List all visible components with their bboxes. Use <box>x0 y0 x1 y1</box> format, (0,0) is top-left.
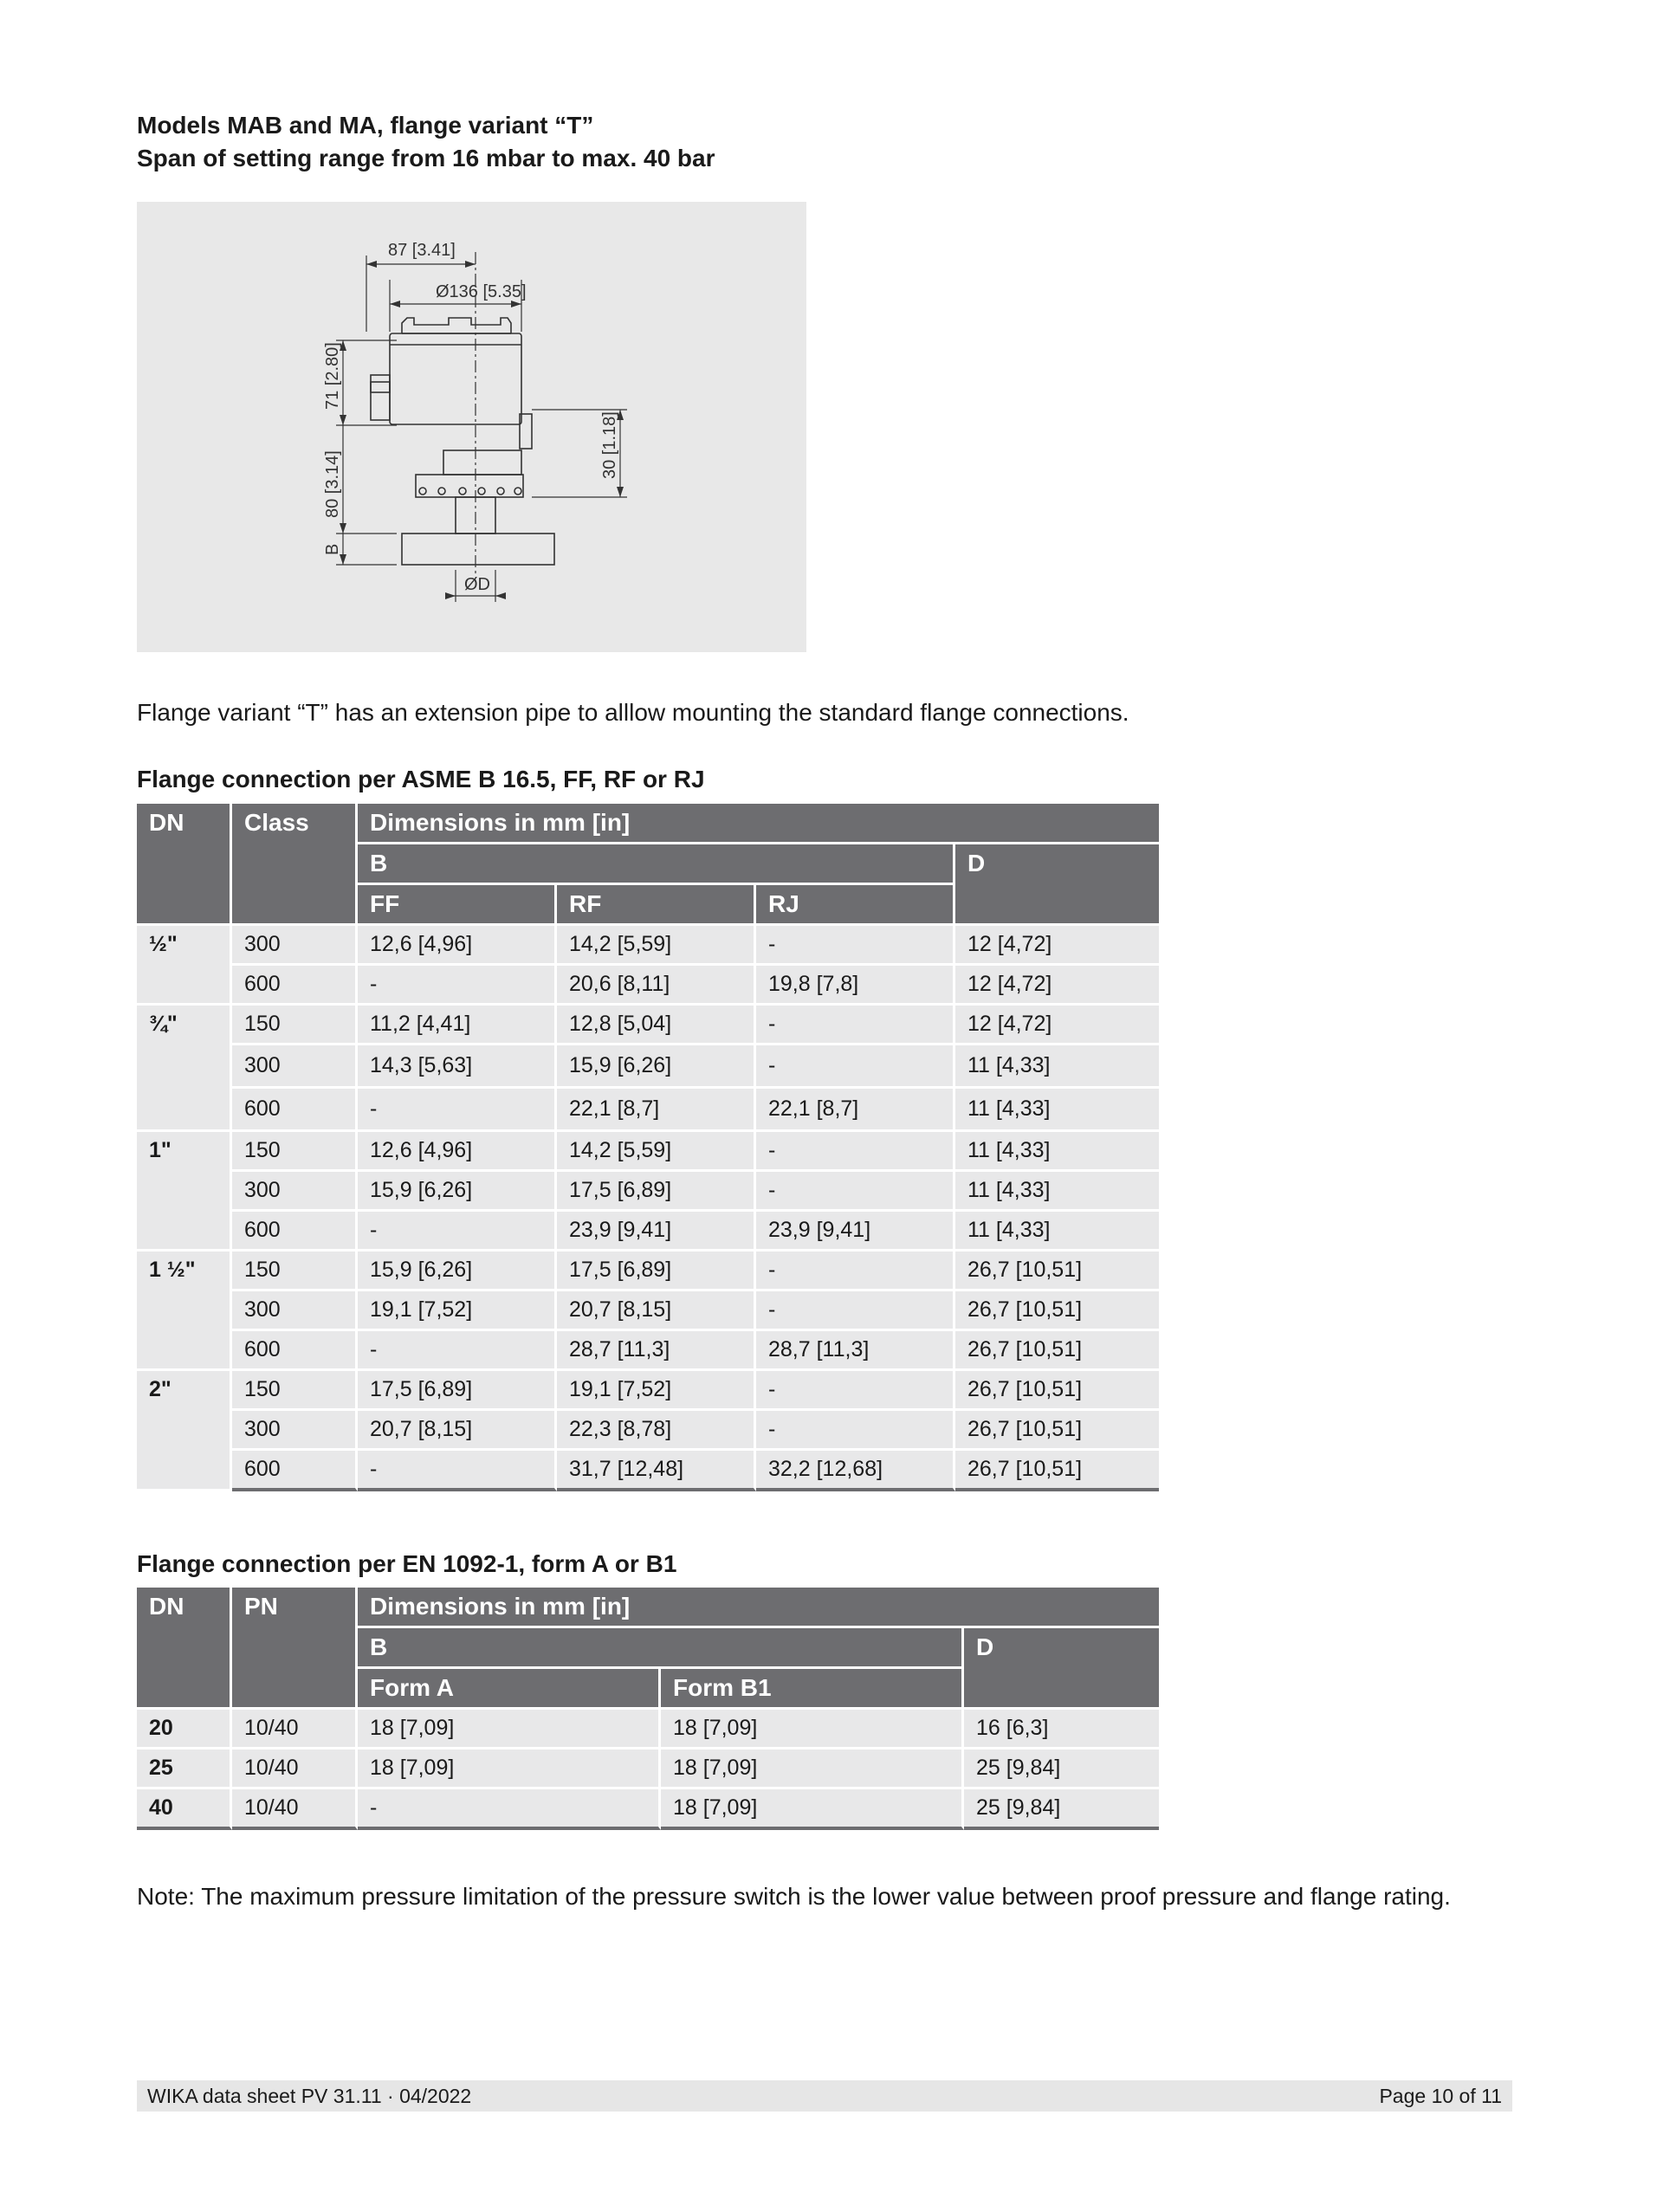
arrow <box>511 301 521 307</box>
rj-cell: - <box>756 1172 955 1212</box>
pn-cell: 10/40 <box>232 1789 358 1830</box>
d-cell: 12 [4,72] <box>955 1006 1159 1045</box>
pressure-port <box>443 450 521 475</box>
d-cell: 12 [4,72] <box>955 926 1159 966</box>
header-pn: PN <box>232 1588 358 1710</box>
class-cell: 150 <box>232 1371 358 1411</box>
arrow <box>617 487 624 497</box>
rf-cell: 17,5 [6,89] <box>557 1252 756 1291</box>
table-row <box>137 1212 1159 1252</box>
d-cell: 26,7 [10,51] <box>955 1252 1159 1291</box>
ff-cell: 15,9 [6,26] <box>358 1252 557 1291</box>
rf-cell: 14,2 [5,59] <box>557 926 756 966</box>
table-row <box>137 1750 1159 1789</box>
rj-cell: 22,1 [8,7] <box>756 1089 955 1132</box>
dn-cell: ¾" <box>137 1006 232 1132</box>
en-flange-table <box>137 1588 1159 1830</box>
ff-cell: 12,6 [4,96] <box>358 926 557 966</box>
rj-cell: 19,8 [7,8] <box>756 966 955 1006</box>
ff-cell: 14,3 [5,63] <box>358 1045 557 1089</box>
d-cell: 11 [4,33] <box>955 1132 1159 1172</box>
page-footer <box>137 2080 1512 2112</box>
rj-cell: - <box>756 1291 955 1331</box>
class-cell: 600 <box>232 1331 358 1371</box>
arrow <box>495 592 506 599</box>
bolt <box>497 488 504 495</box>
table-row <box>137 1789 1159 1830</box>
rf-cell: 20,7 [8,15] <box>557 1291 756 1331</box>
d-cell: 26,7 [10,51] <box>955 1371 1159 1411</box>
header-form-a: Form A <box>358 1669 661 1710</box>
arrow <box>340 415 346 425</box>
arrow <box>445 592 456 599</box>
dim-text-87: 87 [3.41] <box>388 241 456 260</box>
table-row <box>137 966 1159 1006</box>
arrow <box>390 301 400 307</box>
rf-cell: 15,9 [6,26] <box>557 1045 756 1089</box>
bolt <box>438 488 445 495</box>
header-dn: DN <box>137 1588 232 1710</box>
pn-cell: 10/40 <box>232 1710 358 1750</box>
class-cell: 150 <box>232 1252 358 1291</box>
d-cell: 26,7 [10,51] <box>955 1331 1159 1371</box>
ff-cell: - <box>358 1089 557 1132</box>
arrow <box>366 261 377 268</box>
heading-span: Span of setting range from 16 mbar to max. 40 bar <box>137 145 715 171</box>
rf-cell: 23,9 [9,41] <box>557 1212 756 1252</box>
header-b: B <box>358 844 955 885</box>
table-row <box>137 1371 1159 1411</box>
rj-cell: 23,9 [9,41] <box>756 1212 955 1252</box>
table-row <box>137 1252 1159 1291</box>
dim-text-d: ØD <box>464 575 490 594</box>
rj-cell: - <box>756 926 955 966</box>
class-cell: 600 <box>232 1451 358 1491</box>
class-cell: 600 <box>232 1089 358 1132</box>
class-cell: 300 <box>232 1172 358 1212</box>
rj-cell: - <box>756 1006 955 1045</box>
flange-plate <box>416 475 523 497</box>
class-cell: 300 <box>232 1411 358 1451</box>
class-cell: 300 <box>232 1291 358 1331</box>
rf-cell: 19,1 [7,52] <box>557 1371 756 1411</box>
cover-outline <box>402 318 511 333</box>
rf-cell: 22,1 [8,7] <box>557 1089 756 1132</box>
header-class: Class <box>232 804 358 926</box>
class-cell: 150 <box>232 1006 358 1045</box>
d-cell: 25 [9,84] <box>964 1750 1159 1789</box>
rj-cell: - <box>756 1252 955 1291</box>
ff-cell: 20,7 [8,15] <box>358 1411 557 1451</box>
table-row <box>137 1172 1159 1212</box>
dn-cell: ½" <box>137 926 232 1006</box>
dn-cell: 25 <box>137 1750 232 1789</box>
footer-datasheet: WIKA data sheet PV 31.11 · 04/2022 <box>147 2085 472 2107</box>
d-cell: 26,7 [10,51] <box>955 1291 1159 1331</box>
rf-cell: 17,5 [6,89] <box>557 1172 756 1212</box>
table-row <box>137 926 1159 966</box>
form-a-cell: 18 [7,09] <box>358 1710 661 1750</box>
class-cell: 300 <box>232 926 358 966</box>
d-cell: 26,7 [10,51] <box>955 1411 1159 1451</box>
table-row <box>137 1089 1159 1132</box>
ff-cell: - <box>358 1331 557 1371</box>
table-row <box>137 1045 1159 1089</box>
header-d: D <box>964 1628 1159 1710</box>
table-row <box>137 1710 1159 1750</box>
table-row <box>137 1006 1159 1045</box>
rf-cell: 14,2 [5,59] <box>557 1132 756 1172</box>
class-cell: 300 <box>232 1045 358 1089</box>
rj-cell: 32,2 [12,68] <box>756 1451 955 1491</box>
rf-cell: 12,8 [5,04] <box>557 1006 756 1045</box>
housing-body <box>390 333 521 424</box>
d-cell: 26,7 [10,51] <box>955 1451 1159 1491</box>
ff-cell: 11,2 [4,41] <box>358 1006 557 1045</box>
dim-text-30: 30 [1.18] <box>600 411 619 479</box>
d-cell: 12 [4,72] <box>955 966 1159 1006</box>
rf-cell: 22,3 [8,78] <box>557 1411 756 1451</box>
process-flange <box>402 534 554 565</box>
dn-cell: 20 <box>137 1710 232 1750</box>
arrow <box>340 523 346 534</box>
asme-flange-table <box>137 804 1159 1491</box>
header-dimensions: Dimensions in mm [in] <box>358 1588 1159 1628</box>
bolt <box>514 488 521 495</box>
dimension-drawing <box>137 202 806 652</box>
d-cell: 11 [4,33] <box>955 1045 1159 1089</box>
class-cell: 600 <box>232 966 358 1006</box>
header-dimensions: Dimensions in mm [in] <box>358 804 1159 844</box>
form-a-cell: - <box>358 1789 661 1830</box>
asme-table-title: Flange connection per ASME B 16.5, FF, RF or RJ <box>137 766 705 792</box>
dim-text-71: 71 [2.80] <box>323 342 342 410</box>
table-row <box>137 1291 1159 1331</box>
class-cell: 600 <box>232 1212 358 1252</box>
footer-page-number: Page 10 of 11 <box>1379 2085 1502 2107</box>
dim-text-80: 80 [3.14] <box>323 450 342 518</box>
header-dn: DN <box>137 804 232 926</box>
bolt <box>459 488 466 495</box>
dn-cell: 40 <box>137 1789 232 1830</box>
d-cell: 16 [6,3] <box>964 1710 1159 1750</box>
table-row <box>137 1132 1159 1172</box>
ff-cell: 17,5 [6,89] <box>358 1371 557 1411</box>
drawing-svg <box>137 202 806 652</box>
rj-cell: - <box>756 1411 955 1451</box>
gland-nut <box>371 382 390 392</box>
ff-cell: - <box>358 1451 557 1491</box>
ff-cell: 19,1 [7,52] <box>358 1291 557 1331</box>
ff-cell: - <box>358 1212 557 1252</box>
header-ff: FF <box>358 885 557 926</box>
dn-cell: 1 ½" <box>137 1252 232 1371</box>
bolt <box>478 488 485 495</box>
intro-text: Flange variant “T” has an extension pipe to alllow mounting the standard flange connections. <box>137 699 1129 726</box>
bolt <box>419 488 426 495</box>
form-a-cell: 18 [7,09] <box>358 1750 661 1789</box>
header-d: D <box>955 844 1159 926</box>
rj-cell: - <box>756 1045 955 1089</box>
dn-cell: 2" <box>137 1371 232 1491</box>
header-b: B <box>358 1628 964 1669</box>
ff-cell: - <box>358 966 557 1006</box>
d-cell: 25 [9,84] <box>964 1789 1159 1830</box>
form-b1-cell: 18 [7,09] <box>661 1710 964 1750</box>
rf-cell: 20,6 [8,11] <box>557 966 756 1006</box>
d-cell: 11 [4,33] <box>955 1172 1159 1212</box>
header-rj: RJ <box>756 885 955 926</box>
header-rf: RF <box>557 885 756 926</box>
header-form-b1: Form B1 <box>661 1669 964 1710</box>
dn-cell: 1" <box>137 1132 232 1252</box>
d-cell: 11 [4,33] <box>955 1212 1159 1252</box>
rj-cell: - <box>756 1371 955 1411</box>
note-text: Note: The maximum pressure limitation of the pressure switch is the lower value between proof pressure and flange rating. <box>137 1883 1451 1910</box>
d-cell: 11 [4,33] <box>955 1089 1159 1132</box>
en-table-title: Flange connection per EN 1092-1, form A or B1 <box>137 1550 677 1577</box>
table-row <box>137 1411 1159 1451</box>
pn-cell: 10/40 <box>232 1750 358 1789</box>
form-b1-cell: 18 [7,09] <box>661 1789 964 1830</box>
page-heading <box>137 109 715 175</box>
table-row <box>137 1451 1159 1491</box>
heading-models: Models MAB and MA, flange variant “T” <box>137 112 594 139</box>
dim-text-136: Ø136 [5.35] <box>436 282 527 301</box>
form-b1-cell: 18 [7,09] <box>661 1750 964 1789</box>
dim-text-b: B <box>323 543 342 555</box>
table-row <box>137 1331 1159 1371</box>
ff-cell: 12,6 [4,96] <box>358 1132 557 1172</box>
class-cell: 150 <box>232 1132 358 1172</box>
rj-cell: 28,7 [11,3] <box>756 1331 955 1371</box>
rf-cell: 28,7 [11,3] <box>557 1331 756 1371</box>
rj-cell: - <box>756 1132 955 1172</box>
arrow <box>465 261 476 268</box>
rf-cell: 31,7 [12,48] <box>557 1451 756 1491</box>
ff-cell: 15,9 [6,26] <box>358 1172 557 1212</box>
